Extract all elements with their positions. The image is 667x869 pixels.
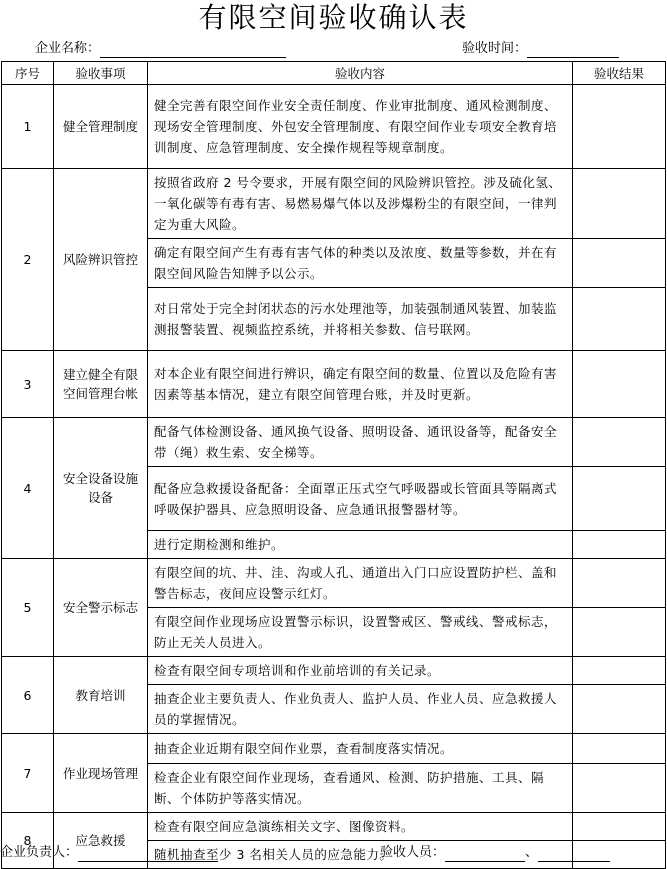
table-row [2,559,666,608]
page-title: 有限空间验收确认表 [198,1,469,34]
acceptance-table [1,61,666,869]
company-name-blank[interactable] [100,43,286,58]
content-cell: 按照省政府 2 号令要求，开展有限空间的风险辨识管控。涉及硫化氢、一氧化碳等有毒有害、易燃易爆气体以及涉爆粉尘的有限空间，一律判定为重大风险。 [148,169,573,239]
section-item: 应急救援 [54,813,148,869]
content-cell: 检查有限空间专项培训和作业前培训的有关记录。 [148,657,573,685]
result-cell[interactable] [573,418,666,467]
content-cell: 有限空间作业现场应设置警示标识，设置警戒区、警戒线、警戒标志，防止无关人员进入。 [148,608,573,657]
responsible-person-field [0,844,218,862]
inspection-date-field [462,40,619,58]
content-cell: 抽查企业主要负责人、作业负责人、监护人员、作业人员、应急救援人员的掌握情况。 [148,685,573,734]
inspector-blank-2[interactable] [538,847,610,862]
content-cell: 抽查企业近期有限空间作业票，查看制度落实情况。 [148,734,573,764]
section-number: 8 [2,813,54,869]
content-cell: 配备气体检测设备、通风换气设备、照明设备、通讯设备等，配备安全带（绳）救生索、安全梯等。 [148,418,573,467]
section-item: 安全设备设施设备 [54,418,148,559]
inspector-field [380,844,610,862]
result-cell[interactable] [573,351,666,418]
content-cell: 有限空间的坑、井、洼、沟或人孔、通道出入门口应设置防护栏、盖和警告标志，夜间应设警示红灯。 [148,559,573,608]
content-cell: 对本企业有限空间进行辨识，确定有限空间的数量、位置以及危险有害因素等基本情况，建立有限空间管理台账，并及时更新。 [148,351,573,418]
section-number: 3 [2,351,54,418]
result-cell[interactable] [573,85,666,169]
section-number: 6 [2,657,54,734]
section-item: 作业现场管理 [54,734,148,813]
table-row [2,813,666,841]
responsible-person-label: 企业负责人： [0,845,79,860]
section-number: 7 [2,734,54,813]
section-number: 1 [2,85,54,169]
inspector-blank-1[interactable] [445,847,525,862]
content-cell: 检查有限空间应急演练相关文字、图像资料。 [148,813,573,841]
company-name-label: 企业名称： [35,41,101,56]
result-cell[interactable] [573,239,666,288]
table-row [2,734,666,764]
section-item: 建立健全有限空间管理台帐 [54,351,148,418]
inspector-separator: 、 [525,845,539,860]
header-content: 验收内容 [148,62,573,85]
company-name-field [35,40,286,58]
result-cell[interactable] [573,764,666,813]
table-row [2,657,666,685]
content-cell: 检查企业有限空间作业现场，查看通风、检测、防护措施、工具、隔断、个体防护等落实情况。 [148,764,573,813]
content-cell: 随机抽查至少 3 名相关人员的应急能力。 [148,841,573,869]
table-row [2,418,666,467]
section-number: 4 [2,418,54,559]
content-cell: 确定有限空间产生有毒有害气体的种类以及浓度、数量等参数，并在有限空间风险告知牌予以公示。 [148,239,573,288]
content-cell: 进行定期检测和维护。 [148,531,573,559]
responsible-person-blank[interactable] [78,847,218,862]
section-item: 安全警示标志 [54,559,148,657]
section-number: 5 [2,559,54,657]
result-cell[interactable] [573,685,666,734]
result-cell[interactable] [573,169,666,239]
result-cell[interactable] [573,734,666,764]
header-item: 验收事项 [54,62,148,85]
content-cell: 对日常处于完全封闭状态的污水处理池等，加装强制通风装置、加装监测报警装置、视频监控系统，并将相关参数、信号联网。 [148,288,573,351]
result-cell[interactable] [573,288,666,351]
section-item: 风险辨识管控 [54,169,148,351]
table-header-row [2,62,666,85]
table-row [2,85,666,169]
inspection-date-blank[interactable] [527,43,619,58]
result-cell[interactable] [573,531,666,559]
result-cell[interactable] [573,559,666,608]
content-cell: 健全完善有限空间作业安全责任制度、作业审批制度、通风检测制度、现场安全管理制度、外包安全管理制度、有限空间作业专项安全教育培训制度、应急管理制度、安全操作规程等规章制度。 [148,85,573,169]
result-cell[interactable] [573,813,666,841]
result-cell[interactable] [573,657,666,685]
header-seq: 序号 [2,62,54,85]
table-row [2,169,666,239]
section-number: 2 [2,169,54,351]
header-result: 验收结果 [573,62,666,85]
inspection-date-label: 验收时间： [462,41,528,56]
table-row [2,351,666,418]
inspector-label: 验收人员： [380,845,446,860]
result-cell[interactable] [573,608,666,657]
content-cell: 配备应急救援设备配备：全面罩正压式空气呼吸器或长管面具等隔离式呼吸保护器具、应急照明设备、应急通讯报警器材等。 [148,467,573,531]
section-item: 教育培训 [54,657,148,734]
section-item: 健全管理制度 [54,85,148,169]
result-cell[interactable] [573,467,666,531]
